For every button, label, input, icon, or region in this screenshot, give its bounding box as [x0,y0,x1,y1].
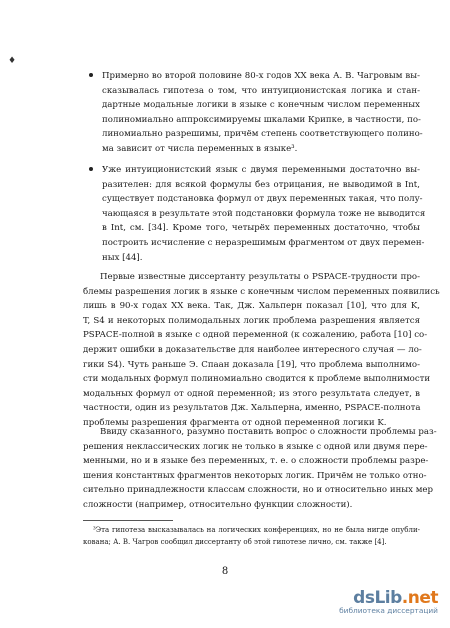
text-line: линомиально разрешимы, причём степень соответствующего полино- [102,129,423,140]
footnote-divider [83,520,173,521]
logo-right: .net [401,588,438,608]
text-line: Примерно во второй половине 80-х годов XX века А. В. Чагровым вы- [102,71,420,81]
text-line: ма зависит от числа переменных в языке³. [102,143,298,154]
text-line: сительно принадлежности классам сложности, но и относительно иных мер [83,485,433,496]
text-line: ных [44]. [102,252,143,263]
text-line: менными, но и в языке без переменных, т. е. о сложности проблемы разре- [83,456,429,467]
text-line: частности, один из результатов Дж. Хальперна, именно, PSPACE-полнота [83,403,421,414]
text-line: Первые известные диссертанту результаты о PSPACE-трудности про- [100,272,420,282]
watermark-logo[interactable] [330,588,438,615]
text-line: модальных формул от одной переменной; из этого результата следует, в [83,388,420,399]
text-line: Уже интуиционистский язык с двумя переменными достаточно вы- [102,165,420,175]
text-line: лишь в 90-х годах XX века. Так, Дж. Хальперн показал [10], что для K, [83,301,420,312]
text-line: дартные модальные логики в языке с конечным числом переменных [102,100,420,111]
text-line: решения неклассических логик не только в языке с одной или двумя пере- [83,441,428,452]
margin-mark: ♦ [8,56,17,66]
paragraph-2 [83,425,437,513]
text-line: проблемы разрешения фрагмента от одной переменной логики K. [83,417,387,428]
bullet-item-2 [102,163,426,265]
bullet-item-1 [102,69,423,157]
text-line: блемы разрешения логик в языке с конечным числом переменных появились [83,286,440,297]
text-line: существует подстановка формул от двух переменных такая, что полу- [102,194,423,205]
text-line: шения константных фрагментов некоторых логик. Причём не только отно- [83,470,427,481]
footnote [83,524,420,548]
page-number: 8 [221,566,229,577]
text-line: в Int, см. [34]. Кроме того, четырёх переменных достаточно, чтобы [102,223,420,234]
paragraph-1 [83,270,440,431]
text-line: Ввиду сказанного, разумно поставить вопрос о сложности проблемы раз- [100,427,437,437]
text-line: PSPACE-полной в языке с одной переменной (к сожалению, работа [10] со- [83,330,428,341]
text-line: сложности (например, относительно функции сложности). [83,499,353,510]
text-line: сказывалась гипотеза о том, что интуиционистская логика и стан- [102,85,420,96]
bullet-icon [89,167,93,171]
text-line: T, S4 и некоторых полимодальных логик проблема разрешения является [83,315,420,326]
text-line: чающаяся в результате этой подстановки формула тоже не выводится [102,208,426,219]
text-line: разителен: для всякой формулы без отрицания, не выводимой в Int, [102,179,420,190]
footnote-line: кована; А. В. Чагров сообщил диссертанту об этой гипотезе лично, см. также [4]. [83,538,387,546]
watermark-logo-text [330,588,438,608]
text-line: держит ошибки в доказательстве для наиболее интересного случая — ло- [83,344,422,355]
bullet-icon [89,73,93,77]
watermark-subtitle: библиотека диссертаций [339,606,438,615]
text-line: гики S4). Чуть раньше Э. Спаан доказала [19], что проблема выполнимо- [83,359,420,370]
logo-left: dsLib [353,588,402,608]
text-line: построить исчисление с неразрешимым фрагментом от двух перемен- [102,237,425,248]
text-line: полиномиально аппроксимируемы шкалами Крипке, в частности, по- [102,114,421,125]
footnote-line: ³Эта гипотеза высказывалась на логических конференциях, но не была нигде опубли- [93,526,420,534]
text-line: сти модальных формул полиномиально сводится к проблеме выполнимости [83,374,431,385]
